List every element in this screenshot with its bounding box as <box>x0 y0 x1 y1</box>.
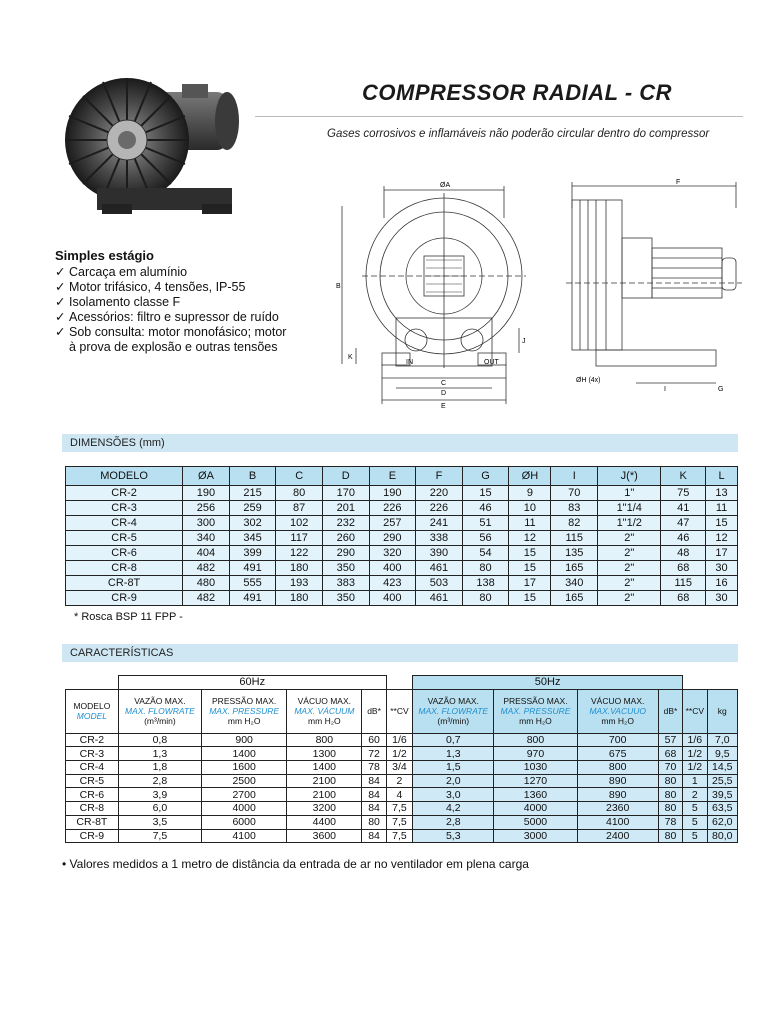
table-cell: 5 <box>683 802 707 816</box>
table-row <box>66 802 738 816</box>
table-cell: 800 <box>577 761 658 775</box>
table-cell: 345 <box>229 531 276 546</box>
table-row <box>66 531 738 546</box>
table-cell: CR-9 <box>66 829 119 843</box>
table-cell: 5 <box>683 815 707 829</box>
table-cell: 70 <box>658 761 682 775</box>
table-cell: 3000 <box>494 829 577 843</box>
dim-col-header: J(*) <box>598 467 661 486</box>
table-cell: 80 <box>658 829 682 843</box>
table-row <box>66 774 738 788</box>
outlet-label: OUT <box>484 359 499 366</box>
table-cell: 14,5 <box>707 761 738 775</box>
table-cell: 2" <box>598 561 661 576</box>
table-cell: 5000 <box>494 815 577 829</box>
table-cell: 80 <box>658 774 682 788</box>
check-icon: ✓ <box>55 265 66 279</box>
check-icon: ✓ <box>55 325 66 339</box>
table-cell: 63,5 <box>707 802 738 816</box>
table-cell: 51 <box>462 516 509 531</box>
dim-col-header: F <box>416 467 463 486</box>
table-cell: 259 <box>229 501 276 516</box>
table-cell: 3,0 <box>413 788 494 802</box>
table-cell: 48 <box>661 546 706 561</box>
table-cell: 350 <box>322 591 369 606</box>
table-cell: 80 <box>658 802 682 816</box>
table-cell: 5,3 <box>413 829 494 843</box>
table-cell: 11 <box>706 501 738 516</box>
col-model: MODELO MODEL <box>66 689 119 733</box>
table-cell: 3600 <box>287 829 362 843</box>
table-cell: 1,3 <box>118 747 201 761</box>
table-cell: 60 <box>362 733 386 747</box>
table-cell: 117 <box>276 531 323 546</box>
table-cell: 135 <box>551 546 598 561</box>
characteristics-table <box>65 675 738 843</box>
table-cell: 383 <box>322 576 369 591</box>
table-cell: 4000 <box>202 802 287 816</box>
table-cell: 555 <box>229 576 276 591</box>
col-kg: kg <box>707 689 738 733</box>
table-cell: 9,5 <box>707 747 738 761</box>
check-icon: ✓ <box>55 295 66 309</box>
table-cell: 80 <box>276 486 323 501</box>
table-cell: 302 <box>229 516 276 531</box>
check-icon: ✓ <box>55 280 66 294</box>
table-cell: 7,5 <box>386 829 412 843</box>
table-cell: 399 <box>229 546 276 561</box>
table-row <box>66 829 738 843</box>
table-cell: 338 <box>416 531 463 546</box>
table-cell: 675 <box>577 747 658 761</box>
table-cell: 215 <box>229 486 276 501</box>
dim-g-label: G <box>718 386 724 393</box>
table-cell: 2" <box>598 531 661 546</box>
table-cell: CR-2 <box>66 733 119 747</box>
table-cell: 1 <box>683 774 707 788</box>
table-cell: 4,2 <box>413 802 494 816</box>
table-row <box>66 788 738 802</box>
table-cell: 2100 <box>287 788 362 802</box>
table-cell: 39,5 <box>707 788 738 802</box>
table-cell: 83 <box>551 501 598 516</box>
dim-c-label: C <box>441 380 447 387</box>
dim-e-label: E <box>441 403 446 410</box>
feature-item: ✓ Isolamento classe F <box>55 295 181 309</box>
dim-col-header: B <box>229 467 276 486</box>
title-rule <box>255 116 743 117</box>
table-cell: CR-3 <box>66 747 119 761</box>
table-cell: 68 <box>661 591 706 606</box>
dimensions-footnote: * Rosca BSP 11 FPP - <box>74 611 183 623</box>
col-db50: dB* <box>658 689 682 733</box>
table-cell: 2500 <box>202 774 287 788</box>
table-cell: 17 <box>706 546 738 561</box>
col-vacuum50: VÁCUO MAX. MAX.VACUUO mm H₂O <box>577 689 658 733</box>
table-cell: 12 <box>509 531 551 546</box>
table-cell: 226 <box>369 501 416 516</box>
table-cell: 84 <box>362 774 386 788</box>
table-cell: 700 <box>577 733 658 747</box>
table-cell: 480 <box>183 576 230 591</box>
table-cell: 461 <box>416 591 463 606</box>
table-cell: 1/2 <box>683 761 707 775</box>
table-cell: 503 <box>416 576 463 591</box>
table-cell: 102 <box>276 516 323 531</box>
table-cell: 47 <box>661 516 706 531</box>
dimensions-header-row <box>66 467 738 486</box>
dim-col-header: E <box>369 467 416 486</box>
table-cell: 17 <box>509 576 551 591</box>
table-cell: 226 <box>416 501 463 516</box>
table-cell: CR-4 <box>66 516 183 531</box>
dim-a-label: ØA <box>440 182 451 189</box>
characteristics-header-row <box>66 689 738 733</box>
col-cv60: **CV <box>386 689 412 733</box>
table-cell: 3/4 <box>386 761 412 775</box>
table-cell: CR-6 <box>66 788 119 802</box>
table-cell: 75 <box>661 486 706 501</box>
dim-col-header: C <box>276 467 323 486</box>
table-cell: 2" <box>598 576 661 591</box>
table-cell: 193 <box>276 576 323 591</box>
table-row <box>66 516 738 531</box>
table-cell: 2" <box>598 591 661 606</box>
feature-item: ✓ Sob consulta: motor monofásico; motor <box>55 325 287 339</box>
table-cell: 4100 <box>577 815 658 829</box>
table-cell: 1/2 <box>683 747 707 761</box>
table-cell: 82 <box>551 516 598 531</box>
table-row <box>66 747 738 761</box>
table-cell: 2,8 <box>413 815 494 829</box>
table-cell: 56 <box>462 531 509 546</box>
feature-list <box>55 248 335 355</box>
table-cell: CR-8 <box>66 561 183 576</box>
dim-col-header: D <box>322 467 369 486</box>
table-cell: 15 <box>509 591 551 606</box>
table-cell: 78 <box>658 815 682 829</box>
table-cell: 2100 <box>287 774 362 788</box>
table-row <box>66 501 738 516</box>
table-cell: 7,0 <box>707 733 738 747</box>
table-cell: 2360 <box>577 802 658 816</box>
product-photo <box>62 70 252 220</box>
dimensions-table <box>65 466 738 606</box>
table-cell: 122 <box>276 546 323 561</box>
dimensions-section-title: DIMENSÕES (mm) <box>62 434 738 452</box>
front-view-drawing <box>334 178 530 410</box>
table-row <box>66 733 738 747</box>
table-cell: 890 <box>577 788 658 802</box>
feature-heading: Simples estágio <box>55 248 154 263</box>
dim-f-label: F <box>676 179 681 186</box>
table-cell: 54 <box>462 546 509 561</box>
table-cell: 340 <box>551 576 598 591</box>
table-cell: 15 <box>706 516 738 531</box>
table-cell: 115 <box>551 531 598 546</box>
hz50-header: 50Hz <box>413 676 683 690</box>
table-cell: 1/2 <box>386 747 412 761</box>
table-cell: 0,7 <box>413 733 494 747</box>
table-cell: CR-8T <box>66 815 119 829</box>
table-cell: 0,8 <box>118 733 201 747</box>
table-cell: 4400 <box>287 815 362 829</box>
table-cell: 78 <box>362 761 386 775</box>
table-cell: 1"1/2 <box>598 516 661 531</box>
table-cell: 220 <box>416 486 463 501</box>
table-cell: 1400 <box>202 747 287 761</box>
table-cell: 180 <box>276 561 323 576</box>
col-flow50: VAZÃO MAX. MAX. FLOWRATE (m³/min) <box>413 689 494 733</box>
feature-item: ✓ Motor trifásico, 4 tensões, IP-55 <box>55 280 246 294</box>
table-cell: 2 <box>386 774 412 788</box>
table-row <box>66 486 738 501</box>
table-cell: 2400 <box>577 829 658 843</box>
table-cell: 300 <box>183 516 230 531</box>
measurement-note: • Valores medidos a 1 metro de distância da entrada de ar no ventilador em plena carga <box>62 857 529 871</box>
table-cell: 3,9 <box>118 788 201 802</box>
table-cell: 30 <box>706 561 738 576</box>
table-cell: 7,5 <box>386 815 412 829</box>
table-cell: 12 <box>706 531 738 546</box>
table-row <box>66 576 738 591</box>
table-cell: 1"1/4 <box>598 501 661 516</box>
table-cell: 900 <box>202 733 287 747</box>
table-cell: 1600 <box>202 761 287 775</box>
table-cell: 404 <box>183 546 230 561</box>
dim-col-header: G <box>462 467 509 486</box>
table-cell: 165 <box>551 561 598 576</box>
table-cell: 68 <box>661 561 706 576</box>
table-cell: 5 <box>683 829 707 843</box>
table-cell: 256 <box>183 501 230 516</box>
table-cell: 1,8 <box>118 761 201 775</box>
table-cell: CR-2 <box>66 486 183 501</box>
col-flow60: VAZÃO MAX. MAX. FLOWRATE (m³/min) <box>118 689 201 733</box>
table-cell: 340 <box>183 531 230 546</box>
inlet-label: IN <box>406 359 413 366</box>
characteristics-section-title: CARACTERÍSTICAS <box>62 644 738 662</box>
table-cell: 70 <box>551 486 598 501</box>
table-cell: 4100 <box>202 829 287 843</box>
feature-item: ✓ Carcaça em alumínio <box>55 265 188 279</box>
table-row <box>66 546 738 561</box>
table-cell: 84 <box>362 802 386 816</box>
table-cell: 80 <box>362 815 386 829</box>
table-cell: 1/6 <box>386 733 412 747</box>
table-cell: 68 <box>658 747 682 761</box>
table-cell: 290 <box>369 531 416 546</box>
table-cell: 1" <box>598 486 661 501</box>
table-cell: 46 <box>462 501 509 516</box>
table-cell: 11 <box>509 516 551 531</box>
table-cell: 6,0 <box>118 802 201 816</box>
table-cell: 320 <box>369 546 416 561</box>
table-cell: 180 <box>276 591 323 606</box>
dim-d-label: D <box>441 390 447 397</box>
table-cell: 87 <box>276 501 323 516</box>
table-cell: 491 <box>229 561 276 576</box>
table-cell: 15 <box>462 486 509 501</box>
table-cell: 2,0 <box>413 774 494 788</box>
table-cell: 46 <box>661 531 706 546</box>
table-cell: 2" <box>598 546 661 561</box>
col-vacuum60: VÁCUO MAX. MAX. VÁCUUM mm H₂O <box>287 689 362 733</box>
table-cell: 16 <box>706 576 738 591</box>
table-cell: 3200 <box>287 802 362 816</box>
table-cell: 30 <box>706 591 738 606</box>
check-icon: ✓ <box>55 310 66 324</box>
table-cell: CR-3 <box>66 501 183 516</box>
dim-col-header: ØA <box>183 467 230 486</box>
table-cell: 4000 <box>494 802 577 816</box>
table-cell: 2700 <box>202 788 287 802</box>
table-cell: 400 <box>369 561 416 576</box>
table-cell: 1,5 <box>413 761 494 775</box>
table-cell: 15 <box>509 561 551 576</box>
table-cell: 1,3 <box>413 747 494 761</box>
hz60-header: 60Hz <box>118 676 386 690</box>
table-cell: 350 <box>322 561 369 576</box>
dim-h-label: ØH (4x) <box>576 377 601 384</box>
page-subtitle: Gases corrosivos e inflamáveis não poderão circular dentro do compressor <box>327 128 710 140</box>
table-cell: 491 <box>229 591 276 606</box>
table-cell: 482 <box>183 561 230 576</box>
dim-b-label: B <box>336 283 341 290</box>
table-cell: 80 <box>658 788 682 802</box>
table-cell: 970 <box>494 747 577 761</box>
table-cell: CR-8T <box>66 576 183 591</box>
table-cell: 2,8 <box>118 774 201 788</box>
table-cell: 138 <box>462 576 509 591</box>
table-cell: 1400 <box>287 761 362 775</box>
table-cell: 1030 <box>494 761 577 775</box>
table-cell: 232 <box>322 516 369 531</box>
table-cell: 400 <box>369 591 416 606</box>
table-cell: 461 <box>416 561 463 576</box>
table-cell: 1270 <box>494 774 577 788</box>
table-cell: 10 <box>509 501 551 516</box>
table-cell: 80 <box>462 591 509 606</box>
dim-col-header: ØH <box>509 467 551 486</box>
col-pressure60: PRESSÃO MAX. MAX. PRESSURE mm H₂O <box>202 689 287 733</box>
dim-col-header: K <box>661 467 706 486</box>
table-cell: 25,5 <box>707 774 738 788</box>
side-view-drawing <box>566 178 742 400</box>
table-cell: 4 <box>386 788 412 802</box>
table-row <box>66 761 738 775</box>
dim-k-label: K <box>348 354 353 361</box>
table-cell: 6000 <box>202 815 287 829</box>
table-cell: 2 <box>683 788 707 802</box>
table-cell: 241 <box>416 516 463 531</box>
table-cell: 84 <box>362 788 386 802</box>
dim-col-header: I <box>551 467 598 486</box>
table-cell: 800 <box>287 733 362 747</box>
table-cell: 80 <box>462 561 509 576</box>
dim-j-label: J <box>522 338 526 345</box>
table-row <box>66 591 738 606</box>
table-cell: 423 <box>369 576 416 591</box>
table-cell: 62,0 <box>707 815 738 829</box>
feature-item-continuation: à prova de explosão e outras tensões <box>69 340 278 354</box>
table-cell: CR-6 <box>66 546 183 561</box>
table-cell: 201 <box>322 501 369 516</box>
table-row <box>66 561 738 576</box>
table-cell: 390 <box>416 546 463 561</box>
table-cell: 170 <box>322 486 369 501</box>
table-cell: 84 <box>362 829 386 843</box>
table-cell: 290 <box>322 546 369 561</box>
table-cell: 1/6 <box>683 733 707 747</box>
table-cell: 57 <box>658 733 682 747</box>
col-db60: dB* <box>362 689 386 733</box>
table-cell: 7,5 <box>386 802 412 816</box>
table-cell: 257 <box>369 516 416 531</box>
table-cell: 9 <box>509 486 551 501</box>
table-cell: 7,5 <box>118 829 201 843</box>
table-cell: 1300 <box>287 747 362 761</box>
table-row <box>66 815 738 829</box>
dim-col-header: L <box>706 467 738 486</box>
table-cell: 482 <box>183 591 230 606</box>
table-cell: CR-9 <box>66 591 183 606</box>
col-pressure50: PRESSÃO MAX. MAX. PRESSURE mm H₂O <box>494 689 577 733</box>
feature-item: ✓ Acessórios: filtro e supressor de ruído <box>55 310 279 324</box>
table-cell: 800 <box>494 733 577 747</box>
table-cell: CR-4 <box>66 761 119 775</box>
table-cell: 190 <box>369 486 416 501</box>
table-cell: 15 <box>509 546 551 561</box>
table-cell: 115 <box>661 576 706 591</box>
table-cell: 80,0 <box>707 829 738 843</box>
table-cell: CR-8 <box>66 802 119 816</box>
page-title: COMPRESSOR RADIAL - CR <box>362 80 673 105</box>
table-cell: 41 <box>661 501 706 516</box>
table-cell: CR-5 <box>66 774 119 788</box>
table-cell: 190 <box>183 486 230 501</box>
table-cell: CR-5 <box>66 531 183 546</box>
table-cell: 1360 <box>494 788 577 802</box>
table-cell: 72 <box>362 747 386 761</box>
col-cv50: **CV <box>683 689 707 733</box>
table-cell: 3,5 <box>118 815 201 829</box>
dim-col-header: MODELO <box>66 467 183 486</box>
table-cell: 890 <box>577 774 658 788</box>
dim-i-label: I <box>664 386 666 393</box>
table-cell: 260 <box>322 531 369 546</box>
table-cell: 13 <box>706 486 738 501</box>
table-cell: 165 <box>551 591 598 606</box>
